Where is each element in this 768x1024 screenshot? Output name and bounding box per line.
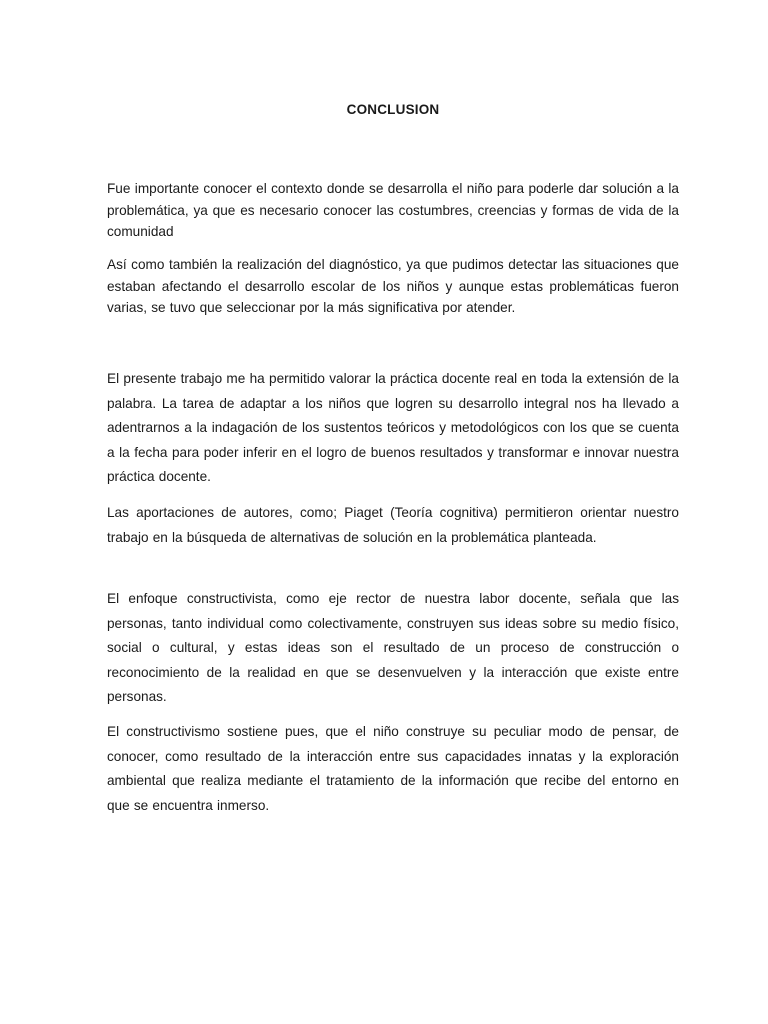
paragraph-constructivist-approach: El enfoque constructivista, como eje rector de nuestra labor docente, señala que las personas, tanto individual como colectivamente, construyen sus ideas sobre su medio físico, social o cultural, y estas ideas son el resultado de un proceso de construcción o reconocimiento de la realidad en que se desenvuelven y la interacción que existe entre personas. [107, 591, 679, 704]
paragraph-context: Fue importante conocer el contexto donde se desarrolla el niño para poderle dar solución a la problemática, ya que es necesario conocer las costumbres, creencias y formas de vida de la comunidad [107, 181, 679, 239]
page-title: CONCLUSION [346, 102, 440, 117]
paragraph-authors: Las aportaciones de autores, como; Piaget (Teoría cognitiva) permitieron orientar nuestro trabajo en la búsqueda de alternativas de solución en la problemática planteada. [107, 505, 679, 545]
paragraph-constructivism: El constructivismo sostiene pues, que el niño construye su peculiar modo de pensar, de conocer, como resultado de la interacción entre sus capacidades innatas y la exploración ambiental que realiza mediante el tratamiento de la información que recibe del entorno en que se encuentra inmerso. [107, 724, 679, 813]
paragraph-diagnosis: Así como también la realización del diagnóstico, ya que pudimos detectar las situaciones que estaban afectando el desarrollo escolar de los niños y aunque estas problemáticas fueron varias, se tuvo que seleccionar por la más significativa por atender. [107, 257, 679, 315]
paragraph-teaching-practice: El presente trabajo me ha permitido valorar la práctica docente real en toda la extensión de la palabra. La tarea de adaptar a los niños que logren su desarrollo integral nos ha llevado a adentrarnos a la indagación de los sustentos teóricos y metodológicos con los que se cuenta a la fecha para poder inferir en el logro de buenos resultados y transformar e innovar nuestra práctica docente. [107, 371, 679, 484]
